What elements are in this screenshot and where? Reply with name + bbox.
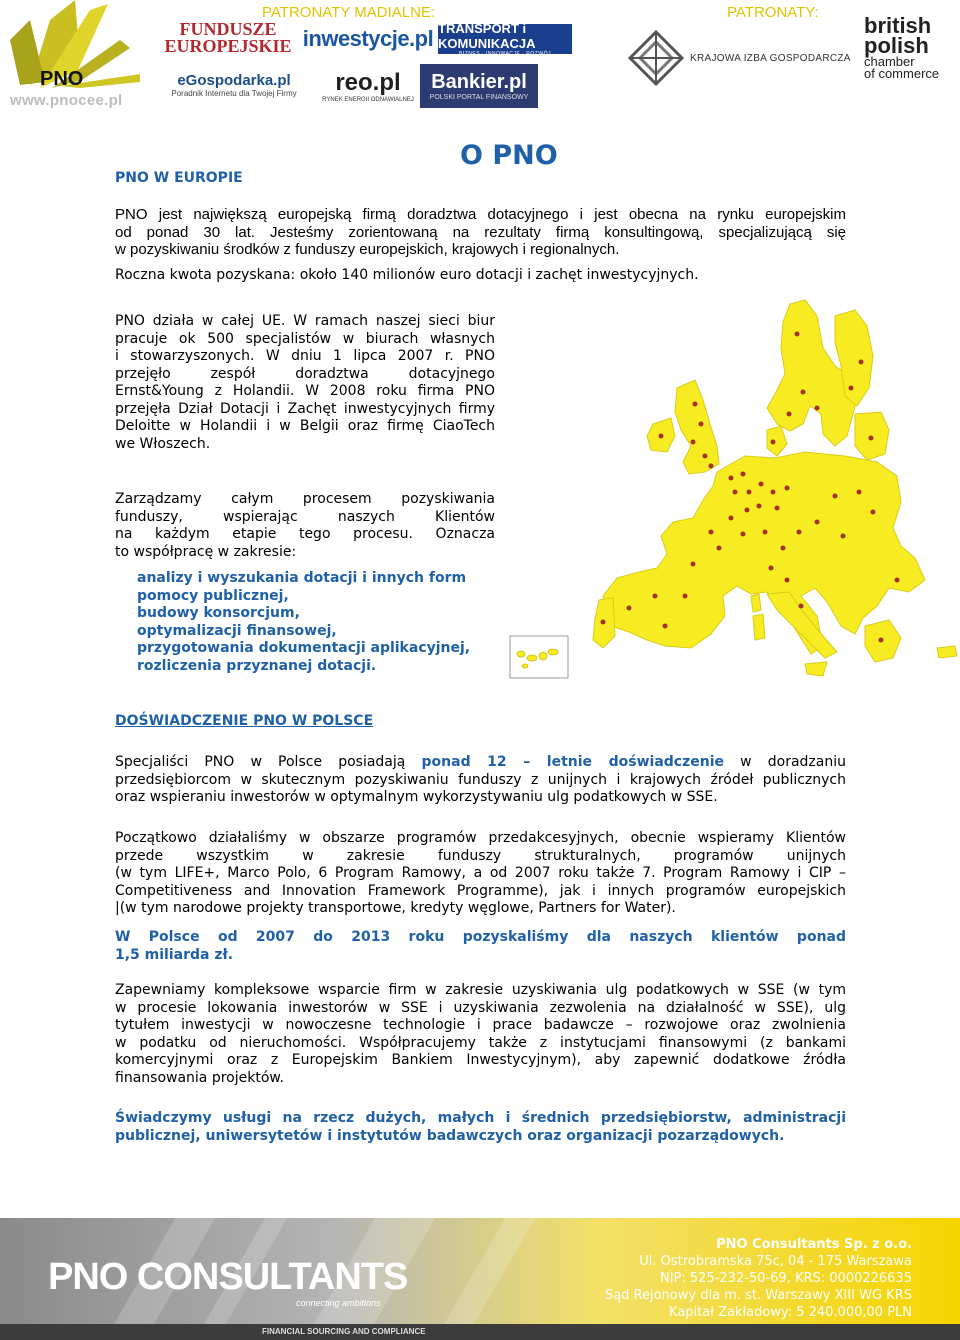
patronage-label: PATRONATY: — [727, 4, 819, 21]
fundusze-logo-text: FUNDUSZE EUROPEJSKIE — [164, 19, 292, 56]
intro-line-2: od ponad 30 lat. Jesteśmy zorientowaną na rezultaty firmą konsultingową, specjalizującą się — [115, 223, 846, 241]
programs-line-4: Competitiveness and Innovation Framework Programme), jak i innych programów europejskich — [115, 882, 846, 899]
intro-line-3: w pozyskiwaniu środków z funduszy europejskich, krajowych i regionalnych. — [115, 241, 620, 258]
footer — [0, 1218, 960, 1340]
header — [0, 0, 960, 112]
programs-line-5: |(w tym narodowe projekty transportowe, kredyty węglowe, Partners for Water). — [115, 900, 676, 916]
poland-p1-line-1 — [115, 754, 846, 772]
eu-line-6: przejęła Dział Dotacji i Zachęt inwestycyjnych firmy — [115, 400, 495, 417]
kig-logo-text: KRAJOWA IZBA GOSPODARCZA — [690, 52, 851, 64]
programs-paragraph — [115, 830, 846, 918]
sse-paragraph — [115, 982, 846, 1087]
service-item: pomocy publicznej, — [137, 587, 289, 604]
sse-line-2: w procesie lokowania inwestorów w SSE i uzyskiwania zezwolenia na działalność w SSE), ulg — [115, 999, 846, 1016]
footer-address: Ul. Ostrobramska 75c, 04 - 175 Warszawa — [639, 1254, 912, 1269]
intro-paragraph — [115, 206, 846, 259]
process-line-3: na każdym etapie tego procesu. Oznacza — [115, 526, 495, 542]
programs-line-1: Początkowo działaliśmy w obszarze programów przedakcesyjnych, obecnie wspieramy Klientów — [115, 830, 846, 846]
map-sardinia — [753, 614, 765, 640]
service-item: rozliczenia przyznanej dotacji. — [137, 657, 377, 674]
poland-section-title: DOŚWIADCZENIE PNO W POLSCE — [115, 713, 374, 729]
service-item: przygotowania dokumentacji aplikacyjnej, — [137, 640, 471, 656]
footer-ray — [435, 1218, 535, 1340]
sse-line-5: komercyjnymi oraz z Europejskim Bankiem Inwestycyjnym), aby zapewnić dodatkowe źródła — [115, 1052, 846, 1068]
poland-p1-line-2: przedsiębiorcom w skutecznym pozyskiwaniu funduszy z unijnych i krajowych źródeł publicznych — [115, 771, 846, 788]
fundusze-europejskie-logo[interactable] — [162, 18, 294, 58]
eu-line-5: Ernst&Young z Holandii. W 2008 roku firma PNO — [115, 383, 495, 399]
pno-url[interactable]: www.pnocee.pl — [10, 92, 123, 109]
footer-nip: NIP: 525-232-50-69, KRS: 0000226635 — [660, 1271, 912, 1286]
footer-bar-text: FINANCIAL SOURCING AND COMPLIANCE — [262, 1327, 426, 1336]
pno-logo[interactable] — [0, 0, 150, 112]
poland-p1-highlight: ponad 12 – letnie doświadczenie — [421, 754, 724, 770]
sse-line-6: finansowania projektów. — [115, 1069, 285, 1086]
service-item: analizy i wyszukania dotacji i innych form — [137, 570, 467, 586]
transport-komunikacja-logo[interactable] — [438, 21, 572, 57]
eu-line-1: PNO działa w całej UE. W ramach naszej sieci biur — [115, 313, 495, 329]
bankier-logo-subtext: POLSKI PORTAL FINANSOWY — [429, 94, 529, 101]
kig-emblem-icon — [628, 30, 684, 86]
sse-line-1: Zapewniamy kompleksowe wsparcie firm w zakresie uzyskiwania ulg podatkowych w SSE (w tym — [115, 982, 846, 998]
eu-line-3: i stowarzyszonych. W dniu 1 lipca 2007 r. PNO — [115, 348, 495, 364]
inwestycje-logo[interactable] — [302, 24, 434, 54]
eu-line-4: przejęło zespół doradztwa dotacyjnego — [115, 365, 495, 382]
process-line-4: to współpracę w zakresie: — [115, 543, 297, 560]
programs-line-2: przede wszystkim w zakresie funduszy strukturalnych, programów unijnych — [115, 847, 846, 864]
sse-line-4: w podatku od nieruchomości. Współpracujemy także z instytucjami finansowymi (z bankami — [115, 1034, 846, 1051]
kig-logo[interactable] — [628, 28, 858, 88]
bp-logo-line-3: chamber — [864, 54, 915, 69]
inwestycje-logo-text: inwestycje.pl — [302, 26, 434, 51]
bp-logo-line-1: british — [864, 13, 932, 38]
bankier-logo-text: Bankier.pl — [431, 71, 527, 93]
eu-presence-paragraph — [115, 313, 495, 453]
footer-company-info — [605, 1236, 912, 1321]
funding-result-paragraph — [115, 929, 846, 964]
process-line-1: Zarządzamy całym procesem pozyskiwania — [115, 491, 495, 507]
bp-logo-line-4: of commerce — [864, 66, 940, 81]
funding-line-2: 1,5 miliarda zł. — [115, 946, 234, 963]
eu-line-2: pracuje ok 500 specjalistów w biurach własnych — [115, 330, 495, 347]
clients-paragraph — [115, 1110, 846, 1145]
eu-line-8: we Włoszech. — [115, 435, 211, 452]
funding-line-1: W Polsce od 2007 do 2013 roku pozyskaliśmy dla naszych klientów ponad — [115, 929, 846, 945]
map-sicily — [805, 662, 827, 676]
footer-capital: Kapitał Zakładowy: 5 240.000,00 PLN — [669, 1305, 912, 1320]
intro-line-1: PNO jest największą europejską firmą doradztwa dotacyjnego i jest obecna na rynku europejskim — [115, 206, 846, 223]
footer-court: Sąd Rejonowy dla m. st. Warszawy XIII WG KRS — [604, 1288, 912, 1303]
map-denmark — [767, 426, 787, 456]
map-corsica — [751, 594, 761, 612]
annual-amount-text: Roczna kwota pozyskana: około 140 milionów euro dotacji i zachęt inwestycyjnych. — [115, 267, 699, 283]
footer-bar — [0, 1324, 960, 1340]
eu-line-7: Deloitte w Holandii i w Belgii oraz firmę CiaoTech — [115, 418, 495, 434]
reo-logo-text: reo.pl — [335, 69, 401, 96]
process-line-2: funduszy, wspierając naszych Klientów — [115, 508, 495, 525]
service-item: budowy konsorcjum, — [137, 605, 300, 621]
map-great-britain — [675, 380, 719, 474]
egospodarka-logo-text: eGospodarka.pl — [177, 72, 291, 89]
pno-logo-text: PNO — [40, 68, 84, 90]
page-title: O PNO — [460, 140, 558, 171]
transport-logo-subtext: BIZNES · INNOWACJE · ROZWÓJ — [459, 51, 551, 57]
british-polish-chamber-logo[interactable] — [864, 10, 956, 86]
bp-logo-line-2: polish — [864, 33, 929, 58]
poland-p1-line-3: oraz wspieraniu inwestorów w optymalnym wykorzystywaniu ulg podatkowych w SSE. — [115, 789, 718, 805]
reo-logo-subtext: RYNEK ENERGII ODNAWIALNEJ — [322, 97, 414, 103]
reo-logo[interactable] — [320, 66, 416, 106]
poland-p1-a: Specjaliści PNO w Polsce posiadają — [115, 754, 406, 770]
bankier-logo[interactable] — [420, 64, 538, 108]
media-patronage-label: PATRONATY MADIALNE: — [262, 4, 436, 21]
map-cyprus — [937, 646, 957, 658]
footer-brand: PNO CONSULTANTS — [48, 1256, 408, 1298]
clients-line-1: Świadczymy usługi na rzecz dużych, małych i średnich przedsiębiorstw, administracji — [115, 1110, 846, 1126]
services-list — [137, 570, 470, 675]
sse-line-3: tytułem inwestycji w nowoczesne technologie i prace badawcze – rozwojowe oraz zwolnienia — [115, 1017, 846, 1033]
egospodarka-logo[interactable] — [166, 62, 302, 108]
service-item: optymalizacji finansowej, — [137, 622, 337, 639]
footer-tagline: connecting ambitions — [296, 1298, 381, 1308]
europe-offices-map — [505, 296, 960, 686]
side-title: PNO W EUROPIE — [115, 170, 243, 186]
poland-p1-c: w doradzaniu — [740, 754, 846, 770]
egospodarka-logo-subtext: Poradnik Internetu dla Twojej Firmy — [171, 89, 297, 98]
clients-line-2: publicznej, uniwersytetów i instytutów badawczych oraz organizacji pozarządowych. — [115, 1127, 785, 1144]
footer-company-name: PNO Consultants Sp. z o.o. — [716, 1237, 912, 1252]
programs-line-3: (w tym LIFE+, Marco Polo, 6 Program Ramowy, a od 2007 roku także 7. Program Ramowy i CIP – — [115, 865, 846, 881]
poland-experience-paragraph — [115, 754, 846, 807]
process-paragraph — [115, 491, 495, 561]
transport-logo-text: TRANSPORT i KOMUNIKACJA — [438, 21, 536, 51]
